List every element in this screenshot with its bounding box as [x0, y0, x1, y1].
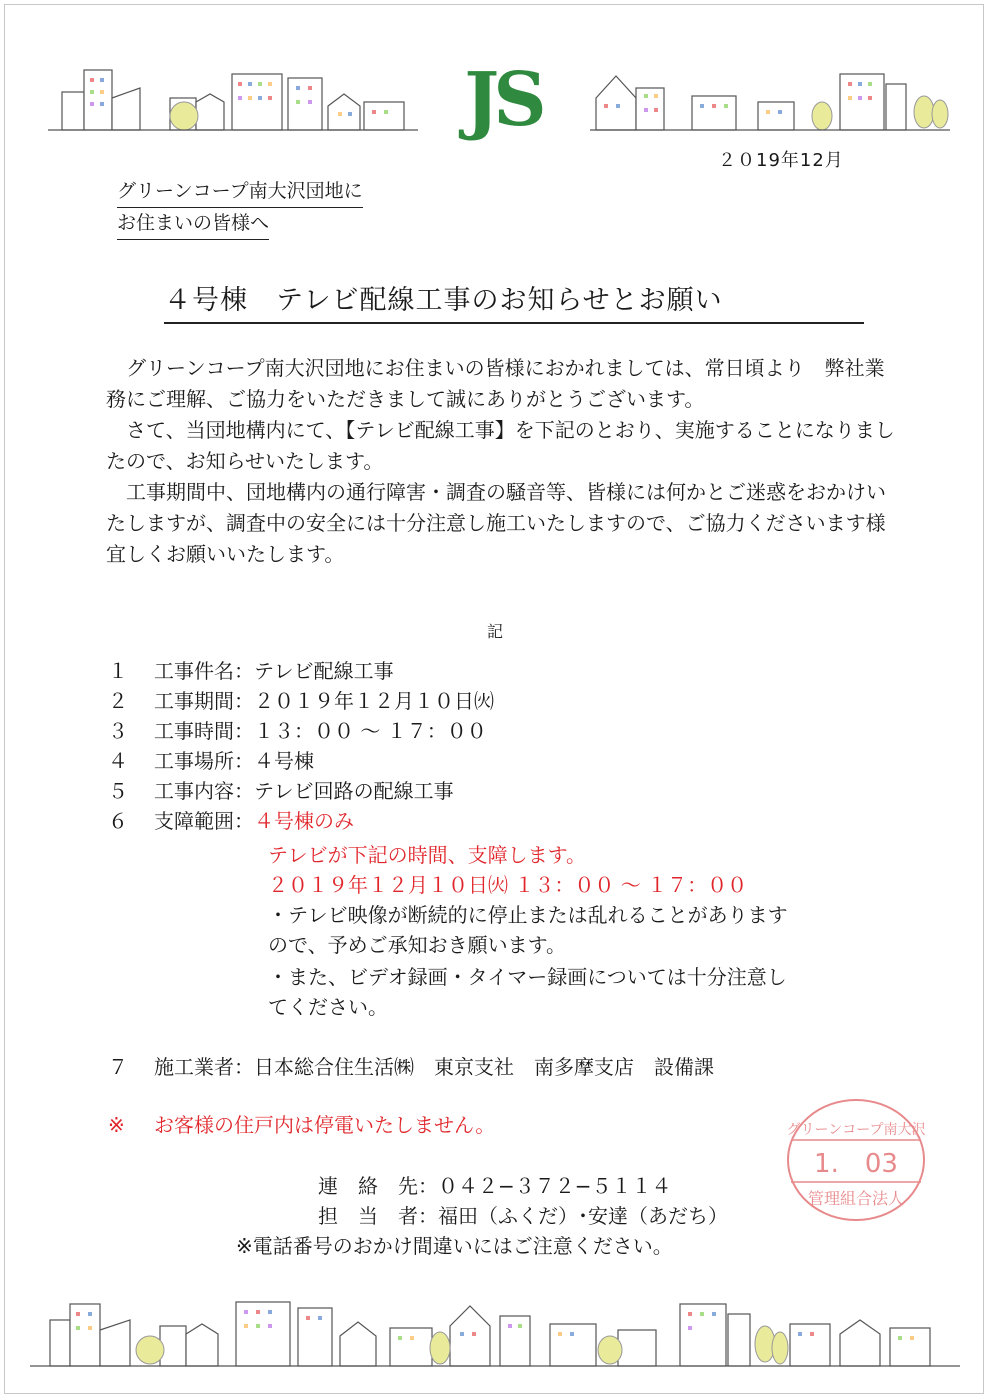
stamp-line1: グリーンコープ南大沢	[786, 1122, 926, 1138]
document-title: ４号棟 テレビ配線工事のお知らせとお願い	[164, 285, 723, 316]
stamp-line3: 管理組合法人	[807, 1189, 905, 1208]
body-paragraph: さて、当団地構内にて、【テレビ配線工事】を下記のとおり、実施することになりましたので、お知らせいたします。	[106, 418, 895, 473]
addressee	[117, 176, 363, 240]
addressee-line2: お住まいの皆様へ	[117, 208, 269, 240]
addressee-line1: グリーンコープ南大沢団地に	[117, 176, 363, 208]
impact-datetime: ２０１９年１２月１０日㈫ １３：００ ～ １７：００	[268, 873, 748, 897]
impact-line: テレビが下記の時間、支障します。	[268, 843, 586, 867]
header-city-left-illustration	[48, 62, 418, 134]
power-notice: ※ お客様の住戸内は停電いたしません。	[108, 1113, 496, 1137]
body-paragraph: グリーンコープ南大沢団地にお住まいの皆様におかれましては、常日頃より 弊社業務にご理解、ご協力をいただきまして誠にありがとうございます。	[106, 356, 885, 411]
issue-date: ２０19年12月	[718, 150, 844, 171]
contact-warning: ※電話番号のおかけ間違いにはご注意ください。	[236, 1234, 673, 1258]
ki-heading: 記	[487, 622, 504, 641]
impact-note: ・また、ビデオ録画・タイマー録画については十分注意し	[268, 965, 787, 989]
contact-phone: 連 絡 先：０４２−３７２−５１１４	[318, 1174, 672, 1198]
impact-note: てください。	[268, 995, 388, 1019]
impact-note: ・テレビ映像が断続的に停止または乱れることがあります	[268, 903, 788, 927]
list-item: ５ 工事内容：テレビ回路の配線工事	[108, 779, 454, 803]
list-item: ２ 工事期間：２０１９年１２月１０日㈫	[108, 689, 494, 713]
list-item: １ 工事件名：テレビ配線工事	[108, 659, 394, 683]
list-item: ６ 支障範囲：４号棟のみ	[108, 809, 354, 833]
body-text	[106, 353, 896, 570]
body-paragraph: 工事期間中、団地構内の通行障害・調査の騒音等、皆様には何かとご迷惑をおかけいたしますが、調査中の安全には十分注意し施工いたしますので、ご協力くださいます様宜しくお願いいたします。	[106, 480, 886, 566]
header-city-right-illustration	[590, 62, 950, 134]
impact-note: ので、予めご承知おき願います。	[268, 933, 566, 957]
company-logo: JS	[464, 57, 541, 143]
contact-persons: 担 当 者：福田（ふくだ）･安達（あだち）	[318, 1204, 728, 1228]
footer-city-illustration	[30, 1290, 960, 1370]
contractor-item: ７ 施工業者：日本総合住生活㈱ 東京支社 南多摩支店 設備課	[108, 1055, 714, 1079]
stamp-line2: 1. 03	[814, 1149, 898, 1179]
list-item: ４ 工事場所：４号棟	[108, 749, 314, 773]
list-item: ３ 工事時間：１３：００ ～ １７：００	[108, 719, 487, 743]
title-underline	[164, 278, 864, 324]
association-stamp	[785, 1096, 927, 1224]
